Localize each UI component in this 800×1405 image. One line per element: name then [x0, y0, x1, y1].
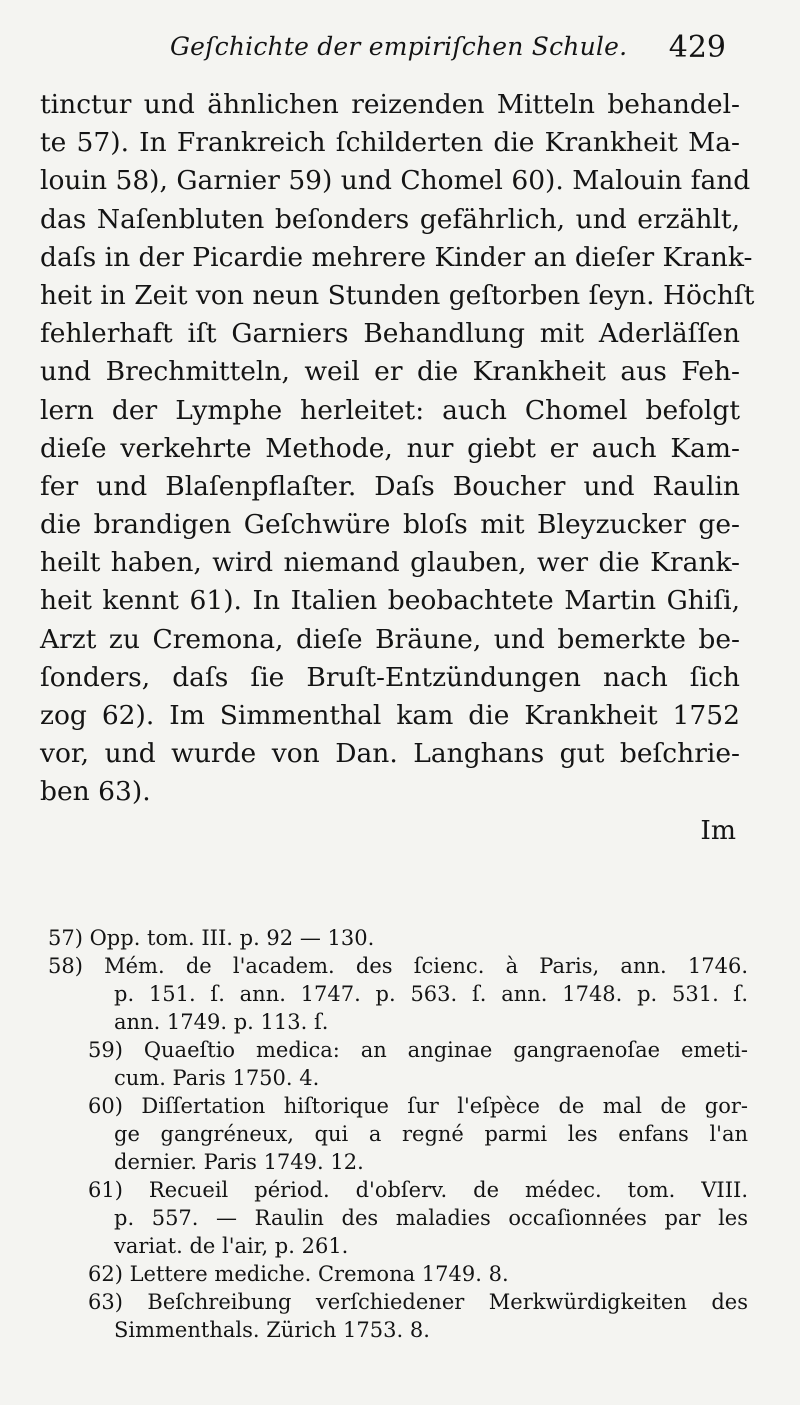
footnote-line: ge gangréneux, qui a regné parmi les enfans l'an — [114, 1122, 748, 1146]
page-number: 429 — [668, 30, 726, 65]
footnote-line: p. 557. — Raulin des maladies occaſionnées par les — [114, 1206, 748, 1230]
footnote-line: 58) Mém. de l'academ. des ſcienc. à Paris, ann. 1746. — [48, 954, 748, 978]
body-line: lern der Lymphe herleitet: auch Chomel befolgt — [40, 394, 740, 426]
footnotes — [48, 924, 748, 1344]
footnote-line: Simmenthals. Zürich 1753. 8. — [114, 1318, 430, 1342]
body-line: vor, und wurde von Dan. Langhans gut beſchrie- — [40, 738, 740, 770]
body-line: zog 62). Im Simmenthal kam die Krankheit 1752 — [40, 700, 740, 731]
body-line: das Naſenbluten beſonders gefährlich, und erzählt, — [40, 203, 740, 235]
body-line: Arzt zu Cremona, dieſe Bräune, und bemerkte be- — [40, 623, 740, 655]
footnote-line: 60) Diſſertation hiſtorique ſur l'eſpèce de mal de gor- — [88, 1094, 748, 1118]
body-text — [40, 86, 755, 850]
footnote-line: variat. de l'air, p. 261. — [114, 1234, 349, 1258]
footnote-line: cum. Paris 1750. 4. — [114, 1066, 320, 1090]
body-line: dieſe verkehrte Methode, nur giebt er auch Kam- — [40, 432, 740, 464]
body-line: fer und Blaſenpflaſter. Daſs Boucher und Raulin — [40, 470, 740, 502]
footnote-line: dernier. Paris 1749. 12. — [114, 1150, 364, 1174]
body-line: heit kennt 61). In Italien beobachtete Martin Ghiſi, — [40, 585, 740, 617]
body-line: und Brechmitteln, weil er die Krankheit aus Feh- — [40, 356, 740, 388]
footnote-line: 63) Beſchreibung verſchiedener Merkwürdigkeiten des — [88, 1290, 748, 1314]
footnote-line: 57) Opp. tom. III. p. 92 — 130. — [48, 926, 375, 950]
footnote-line: 61) Recueil périod. d'obſerv. de médec. tom. VIII. — [88, 1178, 748, 1202]
body-line: ſonders, daſs ſie Bruſt-Entzündungen nach ſich — [40, 661, 740, 693]
footnote-line: 62) Lettere mediche. Cremona 1749. 8. — [88, 1262, 509, 1286]
running-head — [170, 24, 730, 70]
catchword: Im — [700, 814, 736, 846]
body-line: heilt haben, wird niemand glauben, wer die Krank- — [40, 547, 740, 579]
footnote-line: p. 151. ſ. ann. 1747. p. 563. ſ. ann. 1748. p. 531. ſ. — [114, 982, 748, 1006]
footnote-line: ann. 1749. p. 113. ſ. — [114, 1010, 329, 1034]
body-line: louin 58), Garnier 59) und Chomel 60). Malouin fand — [40, 165, 751, 197]
running-head-title: Geſchichte der empiriſchen Schule. — [170, 32, 628, 61]
body-line: tinctur und ähnlichen reizenden Mitteln behandel- — [40, 89, 740, 120]
body-line: ben 63). — [40, 776, 151, 808]
body-line: die brandigen Geſchwüre bloſs mit Bleyzucker ge- — [40, 509, 740, 541]
body-line: fehlerhaft iſt Garniers Behandlung mit Aderläſſen — [40, 318, 740, 350]
body-line: te 57). In Frankreich ſchilderten die Krankheit Ma- — [40, 127, 740, 159]
footnote-line: 59) Quaeſtio medica: an anginae gangraenoſae emeti- — [88, 1038, 748, 1062]
body-line: heit in Zeit von neun Stunden geſtorben ſeyn. Höchſt — [40, 279, 755, 311]
body-line: daſs in der Picardie mehrere Kinder an dieſer Krank- — [40, 241, 753, 273]
